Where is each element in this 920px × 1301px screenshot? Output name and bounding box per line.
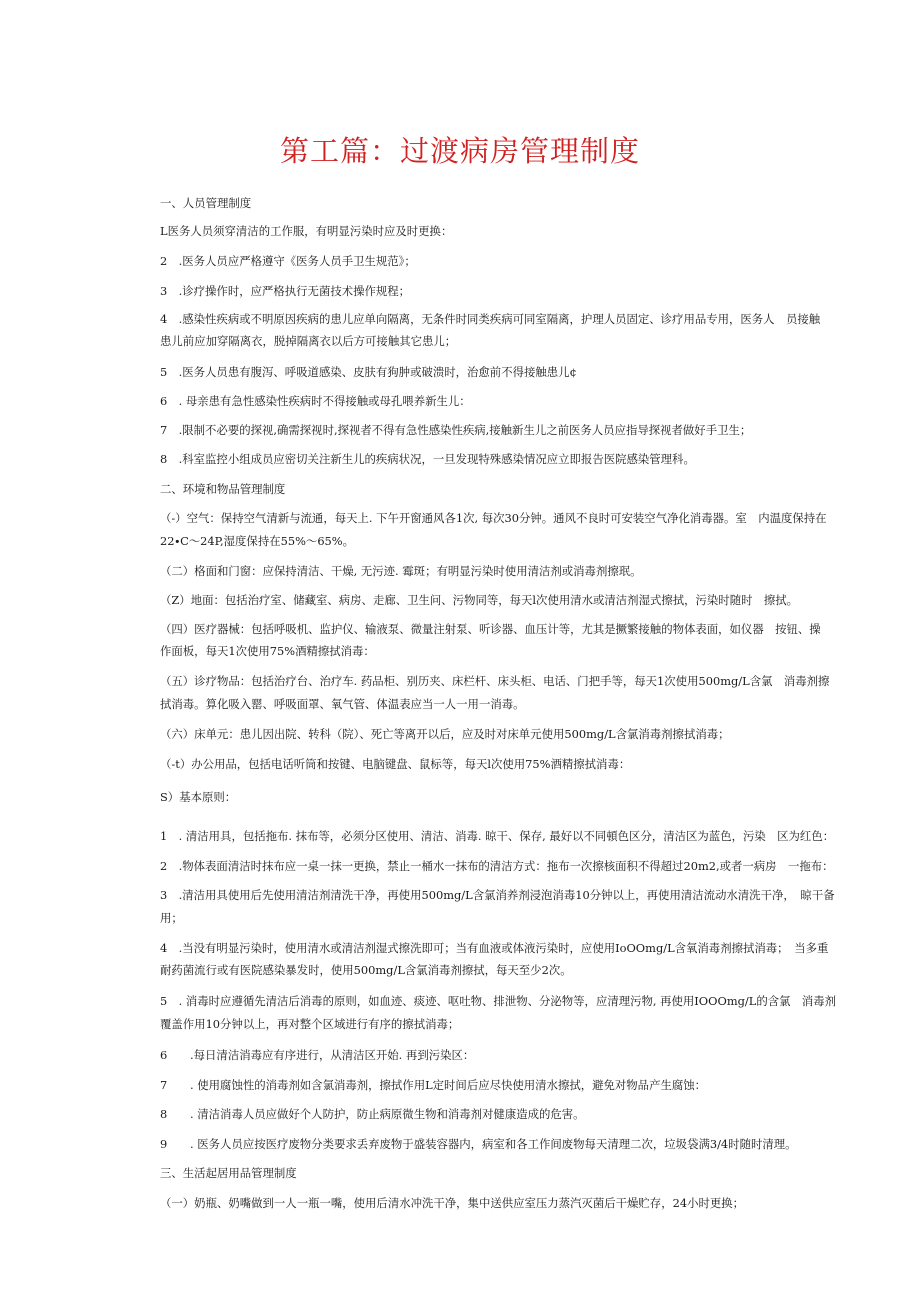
section-heading-daily: 三、生活起居用品管理制度 <box>160 1166 297 1180</box>
paragraph-line: 7 . 使用腐蚀性的消毒剂如含氯消毒剂，擦拭作用L定时间后应尽快使用清水擦拭，避免对物品产生腐蚀： <box>160 1078 707 1092</box>
paragraph-line: （四）医疗器械：包括呼吸机、监护仪、输液泵、微量注射泵、听诊器、血压计等，尤其是撅繁接触的物体表面，如仪器 按钮、操 <box>160 622 821 636</box>
paragraph-line: 患儿前应加穿隔离衣，脱掉隔离衣以后方可接触其它患儿； <box>160 334 457 348</box>
paragraph-line: 6 .每日清洁消毒应有序进行，从清洁区开始. 再到污染区： <box>160 1048 475 1062</box>
paragraph-line: （五）诊疗物品：包括治疗台、治疗车. 药品柜、别历夹、床栏杆、床头柜、电话、门把手等，每天1次使用500mg∕L含氯 消毒剂擦 <box>160 674 830 688</box>
paragraph-line: （-）空气：保持空气清新与流通，每天上. 下午开窗通风各1次, 每次30分钟。通风不良时可安装空气净化消毒器。室 内温度保持在 <box>160 511 827 525</box>
paragraph-line: （六）床单元：患儿因出院、转科（院）、死亡等离开以后，应及时对床单元使用500mg∕L含氯消毒剂擦拭消毒； <box>160 727 730 741</box>
paragraph-line: L医务人员须穿清洁的工作服，有明显污染时应及时更换： <box>160 224 453 238</box>
paragraph-line: 1 . 清洁用具，包括拖布. 抹布等，必须分区使用、清洁、消毒. 晾干、保存, 最好以不同頓色区分，清洁区为蓝色，污染 区为红色： <box>160 829 835 843</box>
paragraph-line: 2 .医务人员应严格遵守《医务人员手卫生规范》； <box>160 254 416 268</box>
paragraph-line: 7 .限制不必要的探视,确需探视时,探视者不得有急性感染性疾病,接触新生儿之前医务人员应指导探视者做好手卫生； <box>160 423 752 437</box>
paragraph-line: 4 .感染性疾病或不明原因疾病的患儿应单向隔离，无条件时同类疾病可同室隔离，护理人员固定、诊疗用品专用，医务人 员接触 <box>160 312 821 326</box>
section-heading-environment: 二、环境和物品管理制度 <box>160 482 286 496</box>
paragraph-line: 22∙C～24P,湿度保持在55%～65%。 <box>160 534 355 548</box>
paragraph-line: 2 .物体表面清洁时抹布应一桌一抹一更换，禁止一桶水一抹布的清洁方式：拖布一次擦核面积不得超过20m2,或者一病房 一拖布： <box>160 859 834 873</box>
section-heading-principles: S）基本原则： <box>160 790 237 804</box>
section-heading-personnel: 一、人员管理制度 <box>160 196 252 210</box>
paragraph-line: （-t）办公用品，包括电话听筒和按键、电脑键盘、鼠标等，每天l次使用75%酒精擦拭消毒： <box>160 757 631 771</box>
paragraph-line: （Z）地面：包括治疗室、储藏室、病房、走廊、卫生问、污物同等，每天l次使用清水或清洁剂湿式擦拭，污染时随时 擦拭。 <box>160 593 799 607</box>
paragraph-line: 覆盖作用10分钟以上，再对整个区域进行有序的擦拭消毒； <box>160 1017 460 1031</box>
document-title: 第工篇：过渡病房管理制度 <box>279 134 640 168</box>
paragraph-line: 3 .诊疗操作时，应严格执行无菌技术操作规程； <box>160 284 411 298</box>
paragraph-line: （二）格面和门窗：应保持清洁、干燥, 无污迹. 霉斑；有明显污染时使用清洁剂或消毒剂擦珉。 <box>160 564 642 578</box>
paragraph-line: 8 . 清洁消毒人员应做好个人防护，防止病原微生物和消毒剂对健康造成的危害。 <box>160 1107 585 1121</box>
paragraph-line: 作面板，每天1次使用75%酒精擦拭消毒： <box>160 644 375 658</box>
paragraph-line: 用； <box>160 911 183 925</box>
paragraph-line: 4 .当没有明显污染时，使用清水或清洁剂湿式擦洗即可；当有血液或体液污染时，应使用IoOOmg∕L含氧消毒剂擦拭消毒； 当多重 <box>160 941 829 955</box>
paragraph-line: 5 .医务人员患有腹泻、呼吸道感染、皮肤有狗肿或破溃时，治愈前不得接触患儿¢ <box>160 365 577 379</box>
paragraph-line: 拭消毒。算化吸入罂、呼吸面罩、氧气管、体温表应当一人一用一消毒。 <box>160 697 525 711</box>
paragraph-line: 8 .科室监控小组成员应密切关注新生儿的疾病状况，一旦发现特殊感染情况应立即报告医院感染管理科。 <box>160 452 695 466</box>
paragraph-line: 6 . 母亲患有急性感染性疾病时不得接触或母孔喂养新生儿： <box>160 394 471 408</box>
paragraph-line: 耐药菌流行或有医院感染暴发时，使用500mg∕L含氯消毒剂擦拭，每天至少2次。 <box>160 963 572 977</box>
paragraph-line: 5 . 消毒时应遵循先清洁后消毒的原则，如血迹、痰迹、呕吐物、排泄物、分泌物等，应清理污物, 再使用IOOOmg/L的含氯 消毒剂 <box>160 994 837 1008</box>
paragraph-line: 9 . 医务人员应按医疗废物分类要求丢弃废物于盛装容器内，病室和各工作间废物每天清理二次，垃圾袋满3/4时随时清理。 <box>160 1137 797 1151</box>
paragraph-line: 3 .清洁用具使用后先使用清洁剂清洗干净，再使用500mg∕L含氯消养剂浸泡消毒10分钟以上，再使用清洁流动水清洗干净， 晾干备 <box>160 888 835 902</box>
paragraph-line: （一）奶瓶、奶嘴做到一人一瓶一嘴，使用后清水冲洗干净，集中送供应室压力蒸汽灭菌后干燥贮存，24小时更换； <box>160 1196 745 1210</box>
